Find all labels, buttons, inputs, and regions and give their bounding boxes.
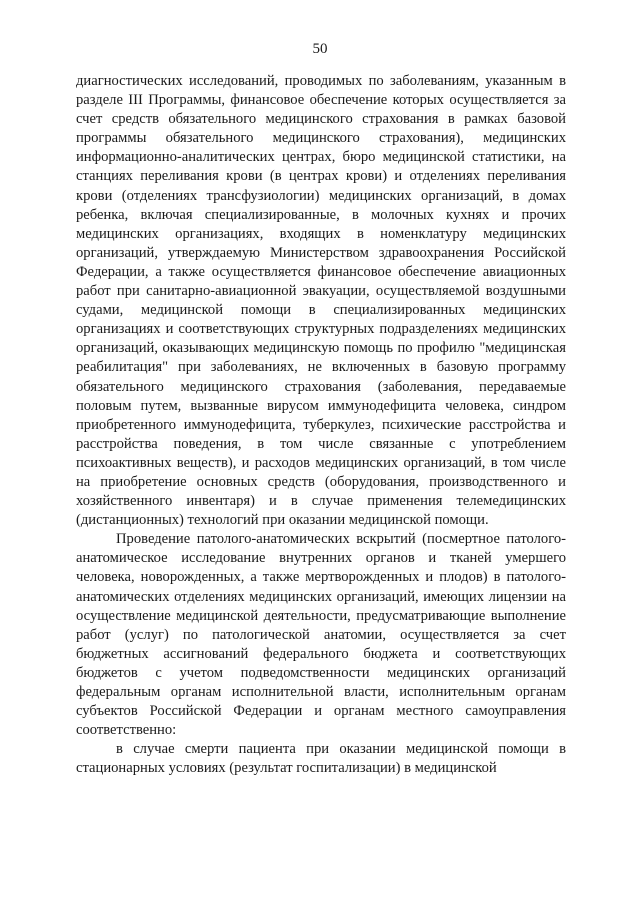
page-number: 50 <box>312 41 328 57</box>
paragraph-autopsy-funding: Проведение патолого-анатомических вскрытий (посмертное патолого-анатомическое исследование внутренних органов и тканей умершего человека, новорожденных, а также мертворожденных и плодов) в патолого-анатомических отделениях медицинских организаций, имеющих лицензии на осуществление медицинской деятельности, предусматривающие выполнение работ (услуг) по патологической анатомии, осуществляется за счет бюджетных ассигнований федерального бюджета и соответствующих бюджетов с учетом подведомственности медицинских организаций федеральным органам исполнительной власти, исполнительным органам субъектов Российской Федерации и органам местного самоуправления соответственно: <box>76 531 566 739</box>
document-body <box>76 72 566 778</box>
paragraph-death-in-hospital: в случае смерти пациента при оказании медицинской помощи в стационарных условиях (результат госпитализации) в медицинской <box>76 741 566 777</box>
paragraph-continuation: диагностических исследований, проводимых по заболеваниям, указанным в разделе III Программы, финансовое обеспечение которых осуществляется за счет средств обязательного медицинского страхования в рамках базовой программы обязательного медицинского страхования), медицинских информационно-аналитических центрах, бюро медицинской статистики, на станциях переливания крови (в центрах крови) и отделениях переливания крови (отделениях трансфузиологии) медицинских организаций, в домах ребенка, включая специализированные, в молочных кухнях и прочих медицинских организациях, входящих в номенклатуру медицинских организаций, утверждаемую Министерством здравоохранения Российской Федерации, а также осуществляется финансовое обеспечение авиационных работ при санитарно-авиационной эвакуации, осуществляемой воздушными судами, медицинской помощи в специализированных медицинских организациях и соответствующих структурных подразделениях медицинских организаций, оказывающих медицинскую помощь по профилю "медицинская реабилитация" при заболеваниях, не включенных в базовую программу обязательного медицинского страхования (заболевания, передаваемые половым путем, вызванные вирусом иммунодефицита человека, синдром приобретенного иммунодефицита, туберкулез, психические расстройства и расстройства поведения, в том числе связанные с употреблением психоактивных веществ), и расходов медицинских организаций, в том числе на приобретение основных средств (оборудования, производственного и хозяйственного инвентаря) и в случае применения телемедицинских (дистанционных) технологий при оказании медицинской помощи. <box>76 73 566 529</box>
